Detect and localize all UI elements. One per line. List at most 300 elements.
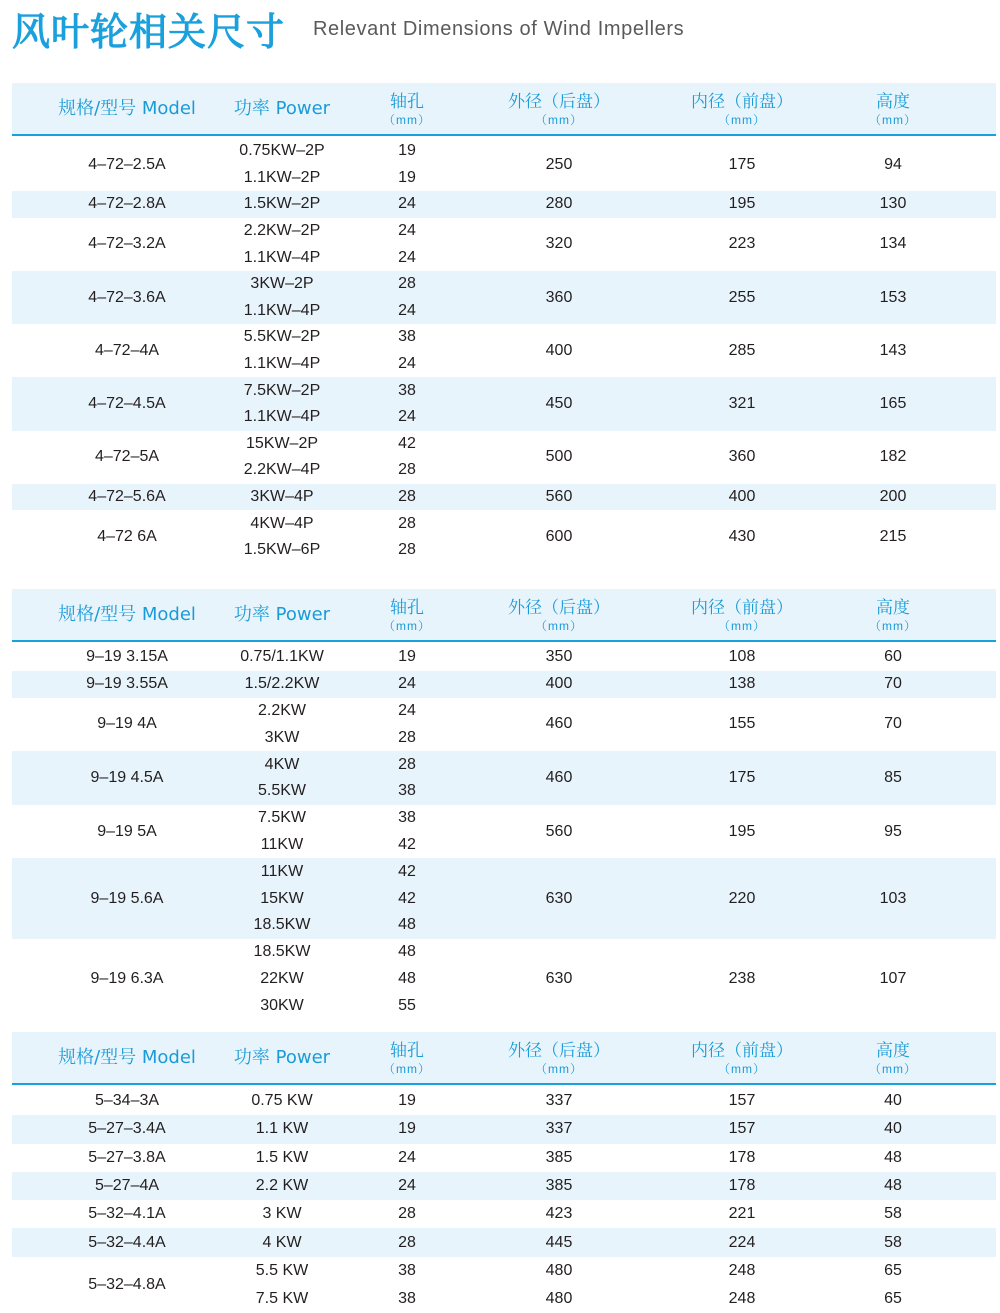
header-model xyxy=(58,83,196,134)
shaft-hole-cell: 24 xyxy=(398,408,416,426)
height-stack xyxy=(884,1115,902,1143)
height-cell: 65 xyxy=(884,1261,902,1279)
power-stack xyxy=(258,805,306,859)
inner-diameter-cell: 400 xyxy=(728,488,756,506)
table-row xyxy=(12,671,996,698)
inner-diameter-cell: 285 xyxy=(728,341,756,359)
table-row xyxy=(12,644,996,671)
header-inner-diameter-label: 内径（前盘） xyxy=(691,597,793,618)
model-cell: 4–72–4.5A xyxy=(88,394,166,412)
header-shaft-hole-label: 轴孔 xyxy=(390,1040,424,1061)
outer-diameter-cell: 337 xyxy=(545,1092,573,1110)
power-cell: 18.5KW xyxy=(253,943,311,961)
outer-diameter-cell: 630 xyxy=(545,889,573,907)
inner-diameter-cell: 220 xyxy=(728,889,756,907)
header-inner-diameter-label: 内径（前盘） xyxy=(691,91,793,112)
inner-diameter-stack xyxy=(729,1200,756,1228)
outer-diameter-stack xyxy=(546,1144,573,1172)
shaft-hole-cell: 48 xyxy=(398,943,416,961)
inner-diameter-cell: 175 xyxy=(728,155,756,173)
outer-diameter-cell: 337 xyxy=(545,1120,573,1138)
height-stack xyxy=(884,1087,902,1115)
shaft-hole-cell: 42 xyxy=(398,889,416,907)
table-row xyxy=(12,858,996,938)
outer-diameter-cell: 280 xyxy=(545,195,573,213)
inner-diameter-cell: 178 xyxy=(728,1177,756,1195)
hole-stack xyxy=(398,484,416,511)
height-stack xyxy=(884,1257,902,1313)
header-height xyxy=(869,1032,917,1083)
power-cell: 3KW–2P xyxy=(250,275,314,293)
header-outer-diameter-label: 外径（后盘） xyxy=(508,91,610,112)
header-inner-diameter xyxy=(691,83,793,134)
power-stack xyxy=(262,1228,301,1256)
power-cell: 2.2KW–4P xyxy=(243,461,321,479)
model-cell: 9–19 5A xyxy=(97,822,157,840)
table-row xyxy=(12,510,996,563)
header-shaft-hole-unit: （mm） xyxy=(383,1061,431,1076)
model-cell: 5–32–4.1A xyxy=(88,1205,166,1223)
inner-diameter-cell: 157 xyxy=(728,1092,756,1110)
outer-diameter-cell: 320 xyxy=(545,235,573,253)
height-cell: 153 xyxy=(879,288,907,306)
hole-stack xyxy=(398,1228,416,1256)
header-shaft-hole-label: 轴孔 xyxy=(390,597,424,618)
shaft-hole-cell: 38 xyxy=(398,809,416,827)
header-model-label: 规格/型号 Model xyxy=(58,97,196,119)
header-shaft-hole-label: 轴孔 xyxy=(390,91,424,112)
power-cell: 2.2 KW xyxy=(255,1177,309,1195)
shaft-hole-cell: 55 xyxy=(398,996,416,1014)
model-cell: 5–27–3.4A xyxy=(88,1120,166,1138)
height-cell: 182 xyxy=(879,448,907,466)
header-outer-diameter xyxy=(508,1032,610,1083)
table-row xyxy=(12,138,996,191)
height-cell: 65 xyxy=(884,1290,902,1308)
header-power xyxy=(234,589,330,640)
model-cell: 4–72–5A xyxy=(94,448,160,466)
model-cell: 5–32–4.8A xyxy=(88,1276,166,1294)
outer-diameter-stack xyxy=(546,1087,573,1115)
outer-diameter-cell: 480 xyxy=(545,1261,573,1279)
power-cell: 1.1KW–4P xyxy=(243,301,321,319)
shaft-hole-cell: 24 xyxy=(398,195,416,213)
shaft-hole-cell: 42 xyxy=(398,434,416,452)
outer-diameter-cell: 360 xyxy=(545,288,573,306)
power-stack xyxy=(240,644,324,671)
header-model-label: 规格/型号 Model xyxy=(58,1046,196,1068)
power-stack xyxy=(256,1115,308,1143)
table-row xyxy=(12,939,996,1019)
header-height-unit: （mm） xyxy=(869,618,917,633)
power-cell: 2.2KW xyxy=(257,701,307,719)
inner-diameter-cell: 138 xyxy=(728,675,756,693)
outer-diameter-stack xyxy=(546,1257,573,1313)
shaft-hole-cell: 38 xyxy=(398,1261,416,1279)
shaft-hole-cell: 24 xyxy=(398,675,416,693)
inner-diameter-cell: 223 xyxy=(728,235,756,253)
inner-diameter-cell: 321 xyxy=(728,394,756,412)
shaft-hole-cell: 19 xyxy=(398,1120,416,1138)
table-body xyxy=(12,136,996,564)
hole-stack xyxy=(398,377,416,430)
height-cell: 107 xyxy=(879,969,907,987)
model-cell: 9–19 4A xyxy=(97,715,157,733)
height-cell: 40 xyxy=(884,1120,902,1138)
outer-diameter-cell: 350 xyxy=(545,648,573,666)
header-outer-diameter-unit: （mm） xyxy=(535,112,583,127)
outer-diameter-cell: 560 xyxy=(545,488,573,506)
inner-diameter-stack xyxy=(729,1172,756,1200)
table-row xyxy=(12,751,996,805)
inner-diameter-stack xyxy=(729,1115,756,1143)
shaft-hole-cell: 19 xyxy=(398,648,416,666)
height-stack xyxy=(884,1228,902,1256)
hole-stack xyxy=(398,510,416,563)
shaft-hole-cell: 24 xyxy=(398,222,416,240)
height-cell: 70 xyxy=(884,675,902,693)
height-cell: 48 xyxy=(884,1148,902,1166)
hole-stack xyxy=(398,858,416,938)
header-height xyxy=(869,83,917,134)
height-cell: 48 xyxy=(884,1177,902,1195)
hole-stack xyxy=(398,805,416,859)
height-cell: 95 xyxy=(884,822,902,840)
header-outer-diameter xyxy=(508,589,610,640)
outer-diameter-cell: 250 xyxy=(545,155,573,173)
outer-diameter-cell: 445 xyxy=(545,1233,573,1251)
inner-diameter-cell: 248 xyxy=(728,1290,756,1308)
model-cell: 4–72–2.8A xyxy=(88,195,166,213)
power-stack xyxy=(256,1172,308,1200)
shaft-hole-cell: 28 xyxy=(398,514,416,532)
outer-diameter-stack xyxy=(546,1228,573,1256)
outer-diameter-cell: 480 xyxy=(545,1290,573,1308)
inner-diameter-cell: 238 xyxy=(728,969,756,987)
table-header xyxy=(12,83,996,136)
power-cell: 0.75KW–2P xyxy=(239,142,325,160)
model-cell: 4–72–3.6A xyxy=(88,288,166,306)
header-inner-diameter-label: 内径（前盘） xyxy=(691,1040,793,1061)
hole-stack xyxy=(398,191,416,218)
inner-diameter-cell: 224 xyxy=(728,1233,756,1251)
header-height-label: 高度 xyxy=(876,597,910,618)
shaft-hole-cell: 28 xyxy=(398,488,416,506)
header-height xyxy=(869,589,917,640)
shaft-hole-cell: 24 xyxy=(398,701,416,719)
power-stack xyxy=(244,510,320,563)
height-cell: 85 xyxy=(884,768,902,786)
power-cell: 5.5KW–2P xyxy=(243,328,321,346)
inner-diameter-cell: 155 xyxy=(728,715,756,733)
power-cell: 1.5 KW xyxy=(255,1148,309,1166)
model-cell: 4–72–2.5A xyxy=(88,155,166,173)
hole-stack xyxy=(398,1200,416,1228)
shaft-hole-cell: 24 xyxy=(398,301,416,319)
height-cell: 130 xyxy=(879,195,907,213)
spec-table xyxy=(12,589,996,1019)
table-header xyxy=(12,589,996,642)
hole-stack xyxy=(398,1172,416,1200)
power-stack xyxy=(258,698,306,752)
height-cell: 40 xyxy=(884,1092,902,1110)
table-row xyxy=(12,1087,996,1115)
shaft-hole-cell: 38 xyxy=(398,328,416,346)
outer-diameter-cell: 400 xyxy=(545,341,573,359)
hole-stack xyxy=(398,138,416,191)
outer-diameter-stack xyxy=(546,1115,573,1143)
inner-diameter-cell: 195 xyxy=(728,822,756,840)
table-row xyxy=(12,324,996,377)
header-power xyxy=(234,1032,330,1083)
header-outer-diameter-unit: （mm） xyxy=(535,1061,583,1076)
hole-stack xyxy=(398,1115,416,1143)
hole-stack xyxy=(398,671,416,698)
power-cell: 1.1KW–4P xyxy=(243,248,321,266)
power-stack xyxy=(244,377,320,430)
inner-diameter-cell: 430 xyxy=(728,527,756,545)
height-stack xyxy=(884,1172,902,1200)
hole-stack xyxy=(398,1087,416,1115)
header-shaft-hole xyxy=(383,1032,431,1083)
inner-diameter-cell: 195 xyxy=(728,195,756,213)
header-outer-diameter-label: 外径（后盘） xyxy=(508,597,610,618)
power-cell: 7.5KW–2P xyxy=(243,381,321,399)
header-power-label: 功率 Power xyxy=(233,97,331,119)
shaft-hole-cell: 24 xyxy=(398,248,416,266)
power-cell: 2.2KW–2P xyxy=(243,222,321,240)
inner-diameter-cell: 221 xyxy=(728,1205,756,1223)
hole-stack xyxy=(398,218,416,271)
model-cell: 9–19 4.5A xyxy=(90,768,164,786)
header-outer-diameter-label: 外径（后盘） xyxy=(508,1040,610,1061)
power-cell: 1.5/2.2KW xyxy=(244,675,320,693)
height-cell: 134 xyxy=(879,235,907,253)
table-row xyxy=(12,1172,996,1200)
shaft-hole-cell: 38 xyxy=(398,782,416,800)
header-model xyxy=(58,589,196,640)
power-cell: 22KW xyxy=(260,969,304,987)
height-cell: 200 xyxy=(879,488,907,506)
power-cell: 7.5 KW xyxy=(255,1290,309,1308)
page-subtitle: Relevant Dimensions of Wind Impellers xyxy=(313,18,685,40)
power-cell: 1.5KW–2P xyxy=(243,195,321,213)
table-row xyxy=(12,1257,996,1313)
height-cell: 215 xyxy=(879,527,907,545)
power-cell: 15KW xyxy=(260,889,304,907)
inner-diameter-stack xyxy=(729,1257,756,1313)
power-cell: 11KW xyxy=(260,835,304,853)
shaft-hole-cell: 28 xyxy=(398,1233,416,1251)
outer-diameter-stack xyxy=(546,1172,573,1200)
power-stack xyxy=(244,431,320,484)
power-cell: 1.1KW–2P xyxy=(243,168,321,186)
model-cell: 4–72 6A xyxy=(97,527,157,545)
model-cell: 5–27–3.8A xyxy=(88,1148,166,1166)
height-stack xyxy=(884,1144,902,1172)
header-power-label: 功率 Power xyxy=(233,1046,331,1068)
outer-diameter-cell: 460 xyxy=(545,715,573,733)
power-cell: 1.1KW–4P xyxy=(243,355,321,373)
power-cell: 5.5 KW xyxy=(255,1261,309,1279)
power-stack xyxy=(250,484,313,511)
height-cell: 60 xyxy=(884,648,902,666)
shaft-hole-cell: 48 xyxy=(398,969,416,987)
shaft-hole-cell: 42 xyxy=(398,862,416,880)
hole-stack xyxy=(398,271,416,324)
power-stack xyxy=(239,138,324,191)
inner-diameter-cell: 108 xyxy=(728,648,756,666)
outer-diameter-cell: 500 xyxy=(545,448,573,466)
shaft-hole-cell: 38 xyxy=(398,1290,416,1308)
inner-diameter-cell: 175 xyxy=(728,768,756,786)
power-cell: 18.5KW xyxy=(253,916,311,934)
power-cell: 0.75 KW xyxy=(251,1092,313,1110)
power-stack xyxy=(254,939,311,1019)
outer-diameter-cell: 560 xyxy=(545,822,573,840)
hole-stack xyxy=(398,939,416,1019)
power-cell: 3KW–4P xyxy=(250,488,314,506)
shaft-hole-cell: 24 xyxy=(398,1148,416,1166)
shaft-hole-cell: 28 xyxy=(398,461,416,479)
model-cell: 9–19 5.6A xyxy=(90,889,164,907)
table-row xyxy=(12,1115,996,1143)
table-body xyxy=(12,1085,996,1313)
table-header xyxy=(12,1032,996,1085)
table-row xyxy=(12,191,996,218)
outer-diameter-stack xyxy=(546,1200,573,1228)
power-cell: 1.1KW–4P xyxy=(243,408,321,426)
header-power-label: 功率 Power xyxy=(233,603,331,625)
power-cell: 11KW xyxy=(260,862,304,880)
shaft-hole-cell: 24 xyxy=(398,355,416,373)
header-model xyxy=(58,1032,196,1083)
power-cell: 4 KW xyxy=(262,1233,302,1251)
shaft-hole-cell: 28 xyxy=(398,728,416,746)
power-cell: 4KW–4P xyxy=(250,514,314,532)
power-stack xyxy=(251,1087,312,1115)
shaft-hole-cell: 28 xyxy=(398,755,416,773)
shaft-hole-cell: 19 xyxy=(398,168,416,186)
table-row xyxy=(12,1228,996,1256)
outer-diameter-cell: 630 xyxy=(545,969,573,987)
model-cell: 5–34–3A xyxy=(94,1092,160,1110)
inner-diameter-cell: 178 xyxy=(728,1148,756,1166)
model-cell: 9–19 3.15A xyxy=(86,648,168,666)
outer-diameter-cell: 460 xyxy=(545,768,573,786)
hole-stack xyxy=(398,431,416,484)
header-height-label: 高度 xyxy=(876,91,910,112)
model-cell: 5–32–4.4A xyxy=(88,1233,166,1251)
hole-stack xyxy=(398,1144,416,1172)
shaft-hole-cell: 28 xyxy=(398,275,416,293)
shaft-hole-cell: 42 xyxy=(398,835,416,853)
height-cell: 58 xyxy=(884,1205,902,1223)
height-cell: 143 xyxy=(879,341,907,359)
header-shaft-hole-unit: （mm） xyxy=(383,618,431,633)
power-stack xyxy=(244,191,320,218)
height-cell: 70 xyxy=(884,715,902,733)
hole-stack xyxy=(398,751,416,805)
power-cell: 15KW–2P xyxy=(245,434,319,452)
shaft-hole-cell: 19 xyxy=(398,142,416,160)
inner-diameter-stack xyxy=(729,1144,756,1172)
header-height-unit: （mm） xyxy=(869,112,917,127)
table-row xyxy=(12,377,996,430)
model-cell: 9–19 3.55A xyxy=(86,675,168,693)
model-cell: 4–72–5.6A xyxy=(88,488,166,506)
table-row xyxy=(12,218,996,271)
table-row xyxy=(12,431,996,484)
power-stack xyxy=(244,271,320,324)
outer-diameter-cell: 385 xyxy=(545,1148,573,1166)
outer-diameter-cell: 385 xyxy=(545,1177,573,1195)
power-cell: 4KW xyxy=(264,755,300,773)
header-power xyxy=(234,83,330,134)
shaft-hole-cell: 28 xyxy=(398,541,416,559)
outer-diameter-cell: 400 xyxy=(545,675,573,693)
hole-stack xyxy=(398,698,416,752)
power-stack xyxy=(256,1144,308,1172)
model-cell: 4–72–4A xyxy=(94,341,160,359)
header-shaft-hole xyxy=(383,83,431,134)
power-stack xyxy=(262,1200,301,1228)
shaft-hole-cell: 38 xyxy=(398,381,416,399)
power-cell: 3 KW xyxy=(262,1205,302,1223)
table-body xyxy=(12,642,996,1019)
model-cell: 5–27–4A xyxy=(94,1177,160,1195)
inner-diameter-cell: 248 xyxy=(728,1261,756,1279)
header-inner-diameter xyxy=(691,589,793,640)
header-shaft-hole-unit: （mm） xyxy=(383,112,431,127)
table-row xyxy=(12,1200,996,1228)
power-cell: 1.1 KW xyxy=(255,1120,309,1138)
hole-stack xyxy=(398,1257,416,1313)
inner-diameter-stack xyxy=(729,1228,756,1256)
outer-diameter-cell: 450 xyxy=(545,394,573,412)
header-inner-diameter-unit: （mm） xyxy=(718,112,766,127)
power-stack xyxy=(244,218,320,271)
height-stack xyxy=(884,1200,902,1228)
power-cell: 5.5KW xyxy=(257,782,307,800)
header-outer-diameter-unit: （mm） xyxy=(535,618,583,633)
power-stack xyxy=(258,751,306,805)
height-cell: 94 xyxy=(884,155,902,173)
shaft-hole-cell: 28 xyxy=(398,1205,416,1223)
outer-diameter-cell: 600 xyxy=(545,527,573,545)
hole-stack xyxy=(398,324,416,377)
hole-stack xyxy=(398,644,416,671)
power-cell: 7.5KW xyxy=(257,809,307,827)
shaft-hole-cell: 48 xyxy=(398,916,416,934)
model-cell: 9–19 6.3A xyxy=(90,969,164,987)
header-height-unit: （mm） xyxy=(869,1061,917,1076)
table-row xyxy=(12,805,996,859)
spec-table xyxy=(12,1032,996,1313)
inner-diameter-stack xyxy=(729,1087,756,1115)
shaft-hole-cell: 24 xyxy=(398,1177,416,1195)
height-cell: 103 xyxy=(879,889,907,907)
power-cell: 3KW xyxy=(264,728,300,746)
header-inner-diameter-unit: （mm） xyxy=(718,1061,766,1076)
power-cell: 0.75/1.1KW xyxy=(240,648,324,666)
table-row xyxy=(12,1144,996,1172)
power-cell: 1.5KW–6P xyxy=(243,541,321,559)
inner-diameter-cell: 255 xyxy=(728,288,756,306)
inner-diameter-cell: 360 xyxy=(728,448,756,466)
header-height-label: 高度 xyxy=(876,1040,910,1061)
spec-table xyxy=(12,83,996,564)
